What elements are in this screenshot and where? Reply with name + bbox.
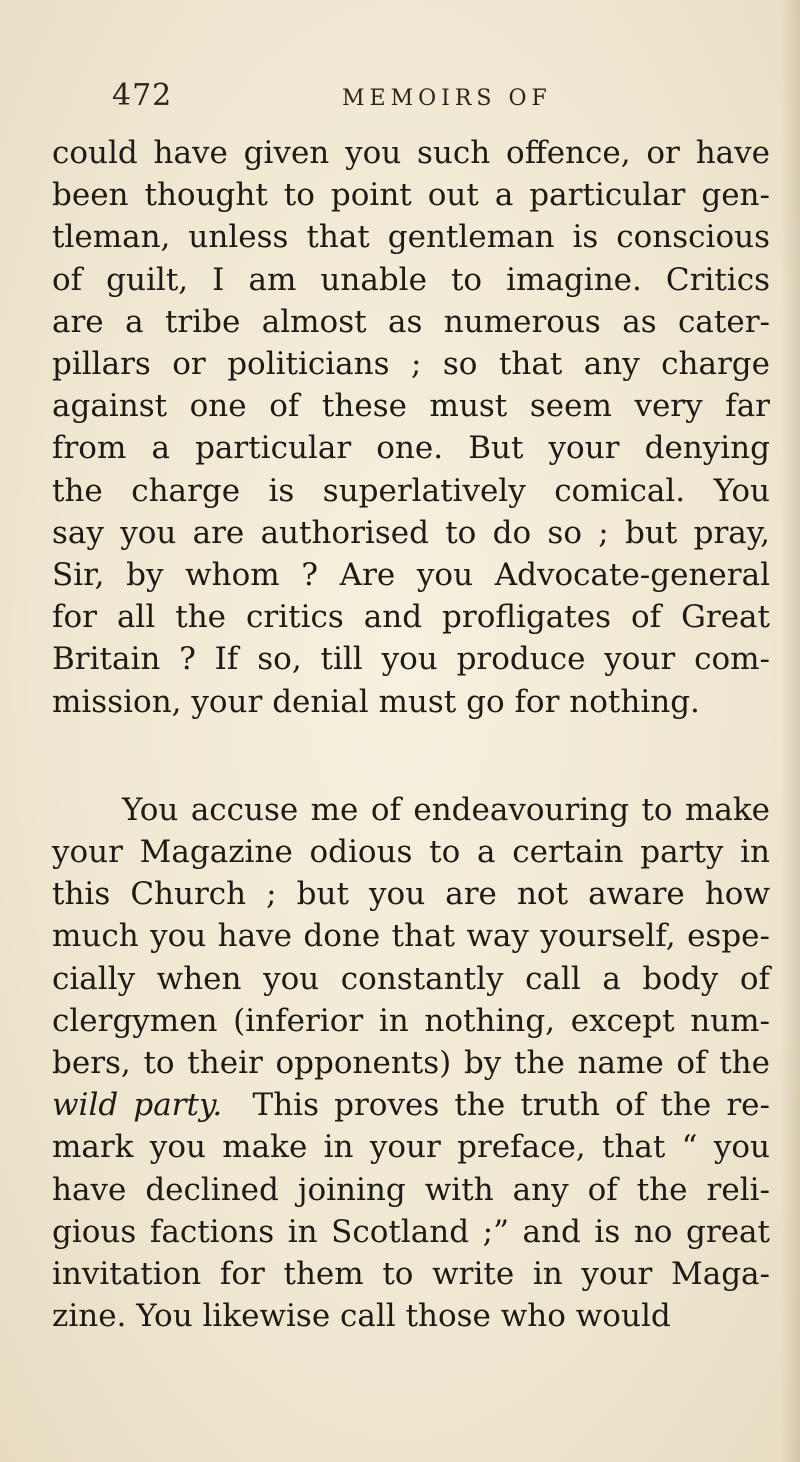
running-title: MEMOIRS OF — [342, 86, 552, 111]
text-line: tleman, unless that gentleman is conscious — [52, 219, 770, 256]
text-line: mark you make in your preface, that “ you — [52, 1129, 770, 1166]
text-line: have declined joining with any of the reli- — [52, 1171, 770, 1208]
text-line: gious factions in Scotland ;” and is no great — [52, 1213, 770, 1250]
text-line: say you are authorised to do so ; but pray, — [52, 514, 770, 551]
text-line: are a tribe almost as numerous as cater- — [52, 303, 770, 340]
text-line: of guilt, I am unable to imagine. Critics — [52, 261, 770, 298]
text-line: been thought to point out a particular gen- — [52, 177, 770, 214]
body-text — [52, 132, 772, 1337]
text-line: You accuse me of endeavouring to make — [122, 791, 770, 828]
italic-phrase: wild party. — [52, 1087, 223, 1124]
page-edge-shadow — [782, 0, 800, 1462]
text-line: for all the critics and profligates of Great — [52, 599, 770, 636]
text-line: your Magazine odious to a certain party in — [52, 834, 770, 871]
page-number: 472 — [112, 78, 173, 113]
text-line: pillars or politicians ; so that any charge — [52, 346, 770, 383]
text-line: much you have done that way yourself, espe- — [52, 918, 770, 955]
text-line: from a particular one. But your denying — [52, 430, 770, 467]
text-line: cially when you constantly call a body of — [52, 960, 770, 997]
paragraph-2 — [52, 789, 772, 1338]
text-line-with-italic — [52, 1084, 770, 1126]
text-line: mission, your denial must go for nothing. — [52, 683, 700, 720]
text-line: Sir, by whom ? Are you Advocate-general — [52, 557, 770, 594]
text-line: Britain ? If so, till you produce your com- — [52, 641, 770, 678]
text-line: the charge is superlatively comical. You — [52, 472, 770, 509]
text-line: clergymen (inferior in nothing, except num- — [52, 1002, 770, 1039]
text-line: against one of these must seem very far — [52, 388, 770, 425]
text-line: invitation for them to write in your Maga- — [52, 1256, 770, 1293]
text-line: zine. You likewise call those who would — [52, 1298, 671, 1335]
text-line: this Church ; but you are not aware how — [52, 876, 770, 913]
paragraph-1 — [52, 132, 772, 723]
text-fragment: This proves the truth of the re- — [252, 1087, 770, 1124]
text-line: could have given you such offence, or have — [52, 135, 770, 171]
paragraph-spacer — [52, 723, 772, 789]
text-line: bers, to their opponents) by the name of the — [52, 1045, 770, 1082]
